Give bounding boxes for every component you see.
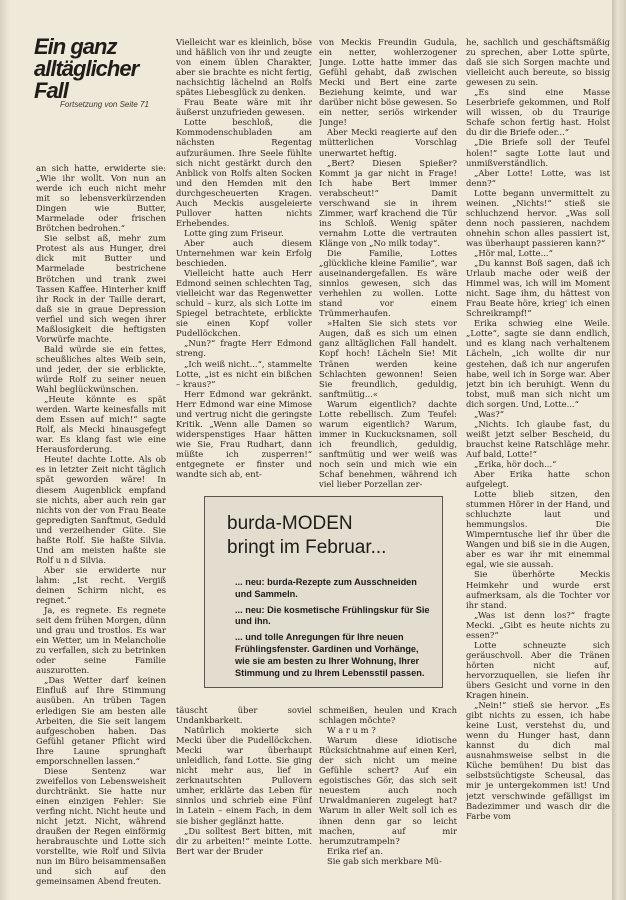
paragraph: Aber sie erwiderte nur lahm: „Ist recht. Vergiß deinen Schirm nicht, es regnet.“ — [36, 564, 166, 606]
paragraph: Sie überhörte Meckis Heimkehr und wurde erst aufmerksam, als die Tochter vor ihr stand. — [466, 569, 610, 610]
paragraph: „Ich weiß nicht...“, stammelte Lotte, „ist es nicht ein bißchen – kraus?“ — [176, 358, 312, 389]
paragraph: „Erika, hör doch...“ — [474, 458, 557, 469]
text-column-1 — [36, 163, 166, 893]
ad-item-list — [235, 577, 435, 683]
paragraph: Lotte schneuzte sich geräuschvoll. Aber die Tränen hörten nicht auf, hervorzuquellen, sie liefen ihr übers Gesicht und vorne in den Kragen hinein. — [466, 639, 610, 701]
burda-advertisement-box — [204, 496, 443, 688]
title-line-2: alltäglicher Fall — [34, 56, 139, 103]
article-title — [34, 36, 164, 102]
paragraph: „Was?“ — [474, 408, 504, 419]
paragraph: Warum diese idiotische Rücksichtnahme auf einen Kerl, der sich nicht um meine Gefühle schert? Auf ein egoistisches Gör, das sich seit neuestem auch noch Urwaldmanieren zugelegt hat? Warum in aller Welt soll ich es ihnen denn gar so leicht machen, auf mir herumzutrampeln? — [319, 735, 457, 846]
text-column-3 — [319, 37, 457, 500]
paragraph: Sie gab sich merkbare Mü- — [327, 855, 442, 866]
paragraph: Sie selbst aß, mehr zum Protest als aus Hunger, drei dick mit Butter und Marmelade bestrichene Brötchen und trank zwei Tassen Kaffee. Hinterher kniff ihr Rock in der Taille derart, daß sie in graue Depression verfiel und sich wegen ihrer Maßlosigkeit die heftigsten Vorwürfe machte. — [36, 233, 166, 344]
paragraph: Ja, es regnete. Es regnete seit dem frühen Morgen, dünn und grau und trostlos. Es war ein Wetter, um in Melancholie zu verfallen, sich zu betrinken oder seine Familie auszurotten. — [36, 605, 166, 676]
paragraph: „Heute könnte es spät werden. Warte keinesfalls mit dem Essen auf mich!“ sagte Rolf, als Mecki hinausgefegt war. Es klang fast wie eine Herausforderung. — [36, 394, 166, 455]
title-line-1: Ein ganz — [34, 34, 117, 59]
ad-subheadline: bringt im Februar... — [227, 537, 387, 558]
text-column-2-bottom — [176, 705, 312, 895]
paragraph: Heute! dachte Lotte. Als ob es in letzter Zeit nicht täglich spät geworden wäre! In diesem Augenblick empfand sie nichts, aber auch rein gar nichts von der von Frau Beate gepredigten Sanftmut, Geduld und verzeihender Güte. Sie haßte Rolf. Sie haßte Silvia. Und am meisten haßte sie Rolf u n d Silvia. — [36, 454, 166, 565]
paragraph: „Du kannst Boß sagen, daß ich Urlaub mache oder weiß der Himmel was, ich will im Moment nicht. Sage ihm, du hättest von Frau Beate höre, krieg' ich einen Schreikrampf!“ — [466, 258, 610, 319]
paragraph: „Die Briefe soll der Teufel holen!“ sagte Lotte laut und unmißverständlich. — [466, 137, 610, 168]
text-column-2 — [176, 37, 312, 500]
page-binding-edge — [612, 0, 626, 900]
paragraph: „Was ist denn los?“ fragte Mecki. „Gibt es heute nichts zu essen?“ — [466, 609, 610, 640]
paragraph: Aber auch diesem Unternehmen war kein Erfolg beschieden. — [176, 237, 312, 269]
paragraph: Erika schwieg eine Weile. „Lotte“, sagte sie dann endlich, und es klang nach verhaltenem Lächeln, „ich wollte dir nur gestehen, daß ich nur angerufen habe, weil ich in Sorge war. Aber jetzt bin ich beruhigt. Wenn du tobst, muß man sich nicht um dich sorgen. Und, Lotte...“ — [466, 318, 610, 409]
paragraph: Bald würde sie ein fettes, scheußliches altes Weib sein, und jeder, der sie erblickte, würde Rolf zu seiner neuen Wahl beglückwünschen. — [36, 343, 166, 395]
paragraph: Lotte begann unvermittelt zu weinen. „Nichts!“ stieß sie schluchzend hervor. „Was soll denn noch passieren, nachdem ohnehin schon alles passiert ist, was überhaupt passieren kann?“ — [466, 187, 610, 248]
paragraph: Vielleicht hatte auch Herr Edmond seinen schlechten Tag, vielleicht war das Regenwetter schuld – kurz, als sich Lotte im Spiegel betrachtete, erblickte sie einen Kopf voller Pudellöckchen. — [176, 268, 312, 339]
paragraph: „Nein!“ stieß sie hervor. „Es gibt nichts zu essen, ich habe keine Lust, verstehst du, und wenn du Hunger hast, dann kannst du dich mal ausnahmsweise selbst in die Küche bemühen! Du bist das selbstsüchtigste Scheusal, das mir je untergekommen ist! Und jetzt verschwinde gefälligst im Badezimmer und wasch dir die Farbe vom — [466, 700, 610, 821]
ad-item: ... neu: burda-Rezepte zum Ausschneiden und Sammeln. — [235, 577, 417, 599]
paragraph: von Meckis Freundin Gudula, ein netter, wohlerzogener Junge. Lotte hatte immer das Gefühl gehabt, daß zwischen Mecki und Bert eine zarte Beziehung keimte, und war darüber nicht böse gewesen. So ein netter, seriös wirkender Junge! — [319, 37, 457, 128]
paragraph: schmeißen, heulen und Krach schlagen möchte? — [319, 705, 457, 726]
paragraph: Natürlich mokierte sich Mecki über die Pudellöckchen. Mecki war überhaupt unleidlich, fand Lotte. Sie ging nicht mehr aus, lief in zerknautschten Pullovern umher, erklärte das Leben für sinnlos und schrieb eine Fünf in Latein – einem Fach, in dem sie bisher geglänzt hatte. — [176, 725, 312, 826]
paragraph: „Nun?“ fragte Herr Edmond streng. — [176, 338, 312, 359]
paragraph: „Das Wetter darf keinen Einfluß auf Ihre Stimmung ausüben. An trüben Tagen erledigen Sie am besten alle Arbeiten, die Sie seit langem aufgeschoben haben. Das Gefühl getaner Pflicht wird Ihre Laune sprunghaft emporschnellen lassen.“ — [36, 675, 166, 766]
paragraph: he, sachlich und geschäftsmäßig zu sprechen, aber Lotte spürte, daß sie sich Sorgen machte und vielleicht auch bereute, so bissig gewesen zu sein. — [466, 37, 610, 88]
paragraph: „Du solltest Bert bitten, mit dir zu arbeiten!“ meinte Lotte. Bert war der Bruder — [176, 825, 312, 856]
paragraph: Aber Mecki reagierte auf den mütterlichen Vorschlag unerwartet heftig. — [319, 127, 457, 158]
text-column-4 — [466, 37, 610, 895]
paragraph: Lotte beschloß, die Kommodenschubladen am nächsten Regentag aufzuräumen. Ihre Seele fühlte sich nicht gestärkt durch den Anblick von Rolfs alten Socken und den Hemden mit den durchgescheuerten Kragen. Auch Meckis ausgeleierte Pullover hatten nichts Erhebendes. — [176, 117, 312, 228]
paragraph: „Nichts. Ich glaube fast, du weißt jetzt selber Bescheid, du brauchst keine Ratschläge mehr. Auf bald, Lotte!“ — [466, 418, 610, 459]
paragraph: Die Familie, Lottes „glückliche kleine Familie“, war auseinandergefallen. Es wäre sinnlos gewesen, sich das verhehlen zu wollen. Lotte stand vor einem Trümmerhaufen. — [319, 247, 457, 319]
paragraph: „Hör mal, Lotte...“ — [474, 247, 553, 258]
ad-item: ... und tolle Anregungen für Ihre neuen Frühlingsfenster. Gardinen und Vorhänge, wie sie am besten zu Ihrer Wohnung, Ihrer Stimmung und zu Ihrem Lebensstil passen. — [235, 632, 425, 678]
paragraph: Aber Erika hatte schon aufgelegt. — [466, 469, 610, 490]
paragraph: Herr Edmond war gekränkt. Herr Edmond war eine Mimose und vertrug nicht die geringste Kritik. „Wenn alle Damen so widerspenstiges Haar hätten wie Sie, Frau Rudhart, dann müßte ich zusperren!“ entgegnete er finster und wandte sich ab, ent- — [176, 388, 312, 480]
continuation-note: Fortsetzung von Seite 71 — [60, 100, 149, 109]
ad-item: ... neu: Die kosmetische Frühlingskur für Sie und ihn. — [235, 604, 430, 627]
paragraph: Diese Sentenz war zweifellos von Lebensweisheit durchtränkt. Sie hatte nur einen einzigen Fehler: Sie verfing nicht. Nicht heute und nicht jetzt. Nicht, während draußen der Regen einförmig herabrauschte und Lotte sich vorstellte, wie Rolf und Silvia nun im Büro beisammensaßen und sich auf den gemeinsamen Abend freuten. — [36, 765, 166, 887]
paragraph: Erika rief an. — [327, 845, 383, 856]
paragraph: „Es sind eine Masse Leserbriefe gekommen, und Rolf will wissen, ob du Traurige Schafe schon fertig hast. Holst du dir die Briefe oder...“ — [466, 87, 610, 138]
paragraph: Lotte ging zum Friseur. — [184, 227, 284, 238]
paragraph: W a r u m ? — [327, 725, 376, 736]
paragraph: Lotte blieb sitzen, den stummen Hörer in der Hand, und schluchzte laut und hemmungslos. Die Wimperntusche lief ihr über die Wangen und biß sie in die Augen, aber es war ihr mit einemmal egal, wie sie aussah. — [466, 489, 610, 570]
paragraph: Vielleicht war es kleinlich, böse und häßlich von ihr und zeugte von einem üblen Charakter, aber sie brachte es nicht fertig, nachsichtig lächelnd an Rolfs spätes Liebesglück zu denken. — [176, 37, 312, 98]
paragraph: „Aber Lotte! Lotte, was ist denn?“ — [466, 167, 610, 188]
page-edge-shadow — [0, 0, 10, 900]
ad-headline: burda-MODEN — [227, 513, 353, 534]
paragraph: „Bert? Diesen Spießer? Kommt ja gar nicht in Frage! Ich habe Bert immer verabscheut!“ Damit verschwand sie in ihrem Zimmer, warf krachend die Tür ins Schloß. Wenig später vernahm Lotte die vertrauten Klänge von „No milk today“. — [319, 157, 457, 248]
paragraph: »Halten Sie sich stets vor Augen, daß es sich um einen ganz alltäglichen Fall handelt. Kopf hoch! Lächeln Sie! Mit Tränen werden keine Schlachten gewonnen! Seien Sie freundlich, geduldig, sanftmütig...« — [319, 318, 457, 399]
text-column-3-bottom — [319, 705, 457, 895]
paragraph: Frau Beate wäre mit ihr äußerst unzufrieden gewesen. — [176, 97, 312, 118]
paragraph: Warum eigentlich? dachte Lotte rebellisch. Zum Teufel: warum eigentlich? Warum, immer in Kuckucksnamen, soll ich freundlich, geduldig, sanftmütig und wer weiß was noch sein und mich wie ein Schaf benehmen, während ich viel lieber Porzellan zer- — [319, 398, 457, 490]
paragraph: täuscht über soviel Undankbarkeit. — [176, 705, 312, 726]
paragraph: an sich hatte, erwiderte sie: „Wie ihr wollt. Von nun an werde ich euch nicht mehr mit so lebensverkürzenden Dingen wie Butter, Marmelade oder frischen Brötchen bedrohen.“ — [36, 163, 166, 234]
